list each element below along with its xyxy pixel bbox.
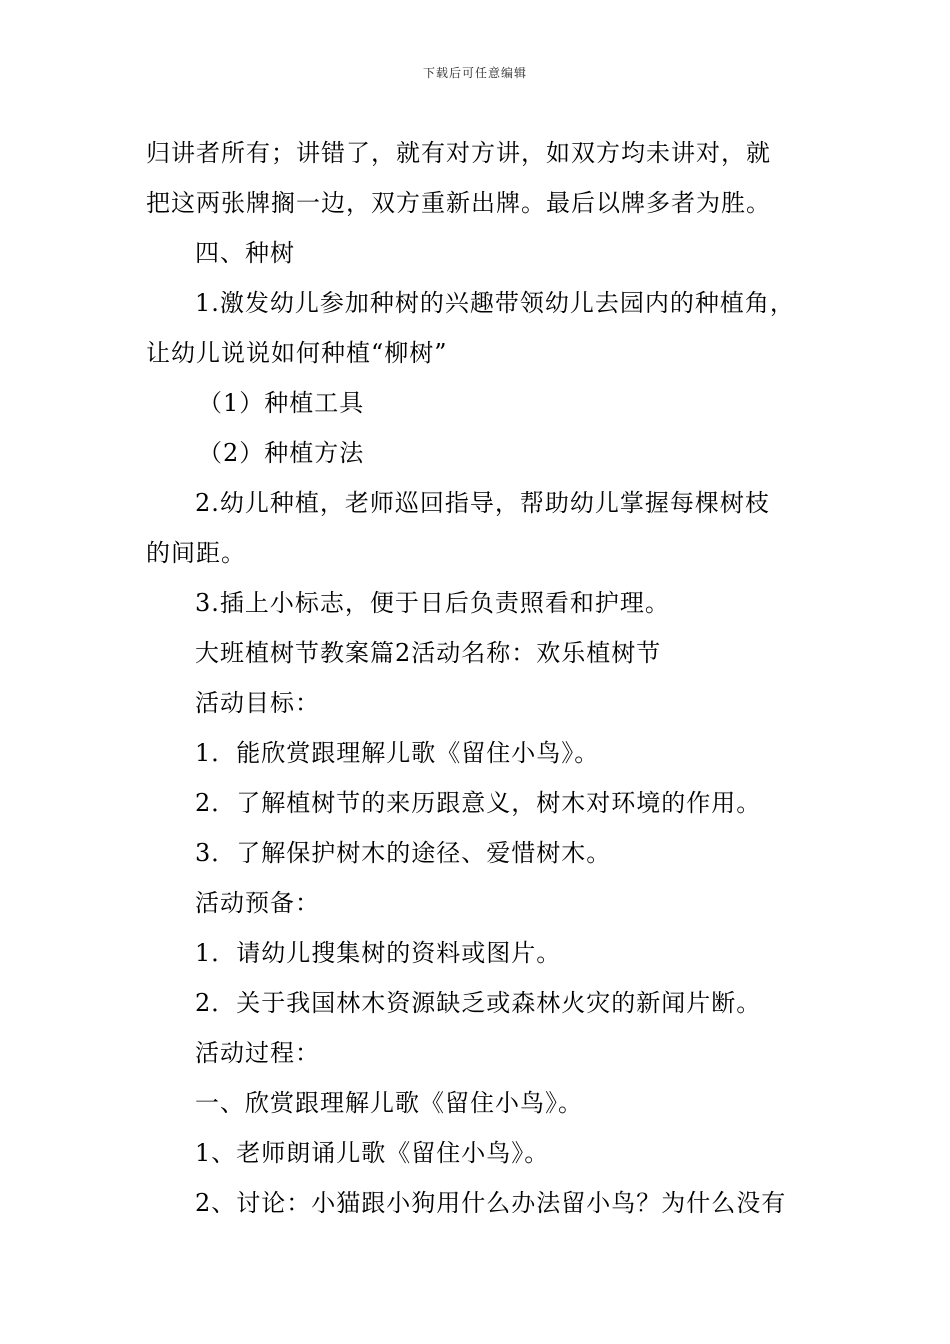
list-item: 2．关于我国林木资源缺乏或森林火灾的新闻片断。 — [195, 989, 762, 1017]
paragraph-line: 归讲者所有；讲错了，就有对方讲，如双方均未讲对，就 — [146, 139, 771, 167]
page-header: 下载后可任意编辑 — [422, 66, 527, 80]
list-item: 1．能欣赏跟理解儿歌《留住小鸟》。 — [195, 739, 600, 767]
paragraph-line: 1.激发幼儿参加种树的兴趣带领幼儿去园内的种植角， — [195, 289, 795, 317]
paragraph-line: 3.插上小标志，便于日后负责照看和护理。 — [195, 589, 670, 617]
section-title: 大班植树节教案篇2活动名称：欢乐植树节 — [195, 639, 662, 667]
list-item: （1）种植工具 — [198, 389, 365, 417]
section-heading: 活动目标： — [195, 689, 320, 717]
paragraph-line: 让幼儿说说如何种植“柳树” — [146, 339, 448, 367]
list-item: 2．了解植树节的来历跟意义，树木对环境的作用。 — [195, 789, 762, 817]
paragraph-line: 的间距。 — [146, 539, 246, 567]
document-body — [146, 128, 816, 1228]
list-item: （2）种植方法 — [198, 439, 365, 467]
section-heading: 四、种树 — [195, 239, 295, 267]
section-heading: 活动预备： — [195, 889, 320, 917]
paragraph-line: 2.幼儿种植，老师巡回指导，帮助幼儿掌握每棵树枝 — [195, 489, 770, 517]
list-item: 3．了解保护树木的途径、爱惜树木。 — [195, 839, 612, 867]
list-item: 1、老师朗诵儿歌《留住小鸟》。 — [195, 1139, 550, 1167]
list-item: 2、讨论：小猫跟小狗用什么办法留小鸟？为什么没有 — [195, 1189, 787, 1217]
list-item: 1．请幼儿搜集树的资料或图片。 — [195, 939, 562, 967]
section-heading: 活动过程： — [195, 1039, 320, 1067]
section-heading: 一、欣赏跟理解儿歌《留住小鸟》。 — [195, 1089, 583, 1117]
paragraph-line: 把这两张牌搁一边，双方重新出牌。最后以牌多者为胜。 — [146, 189, 771, 217]
